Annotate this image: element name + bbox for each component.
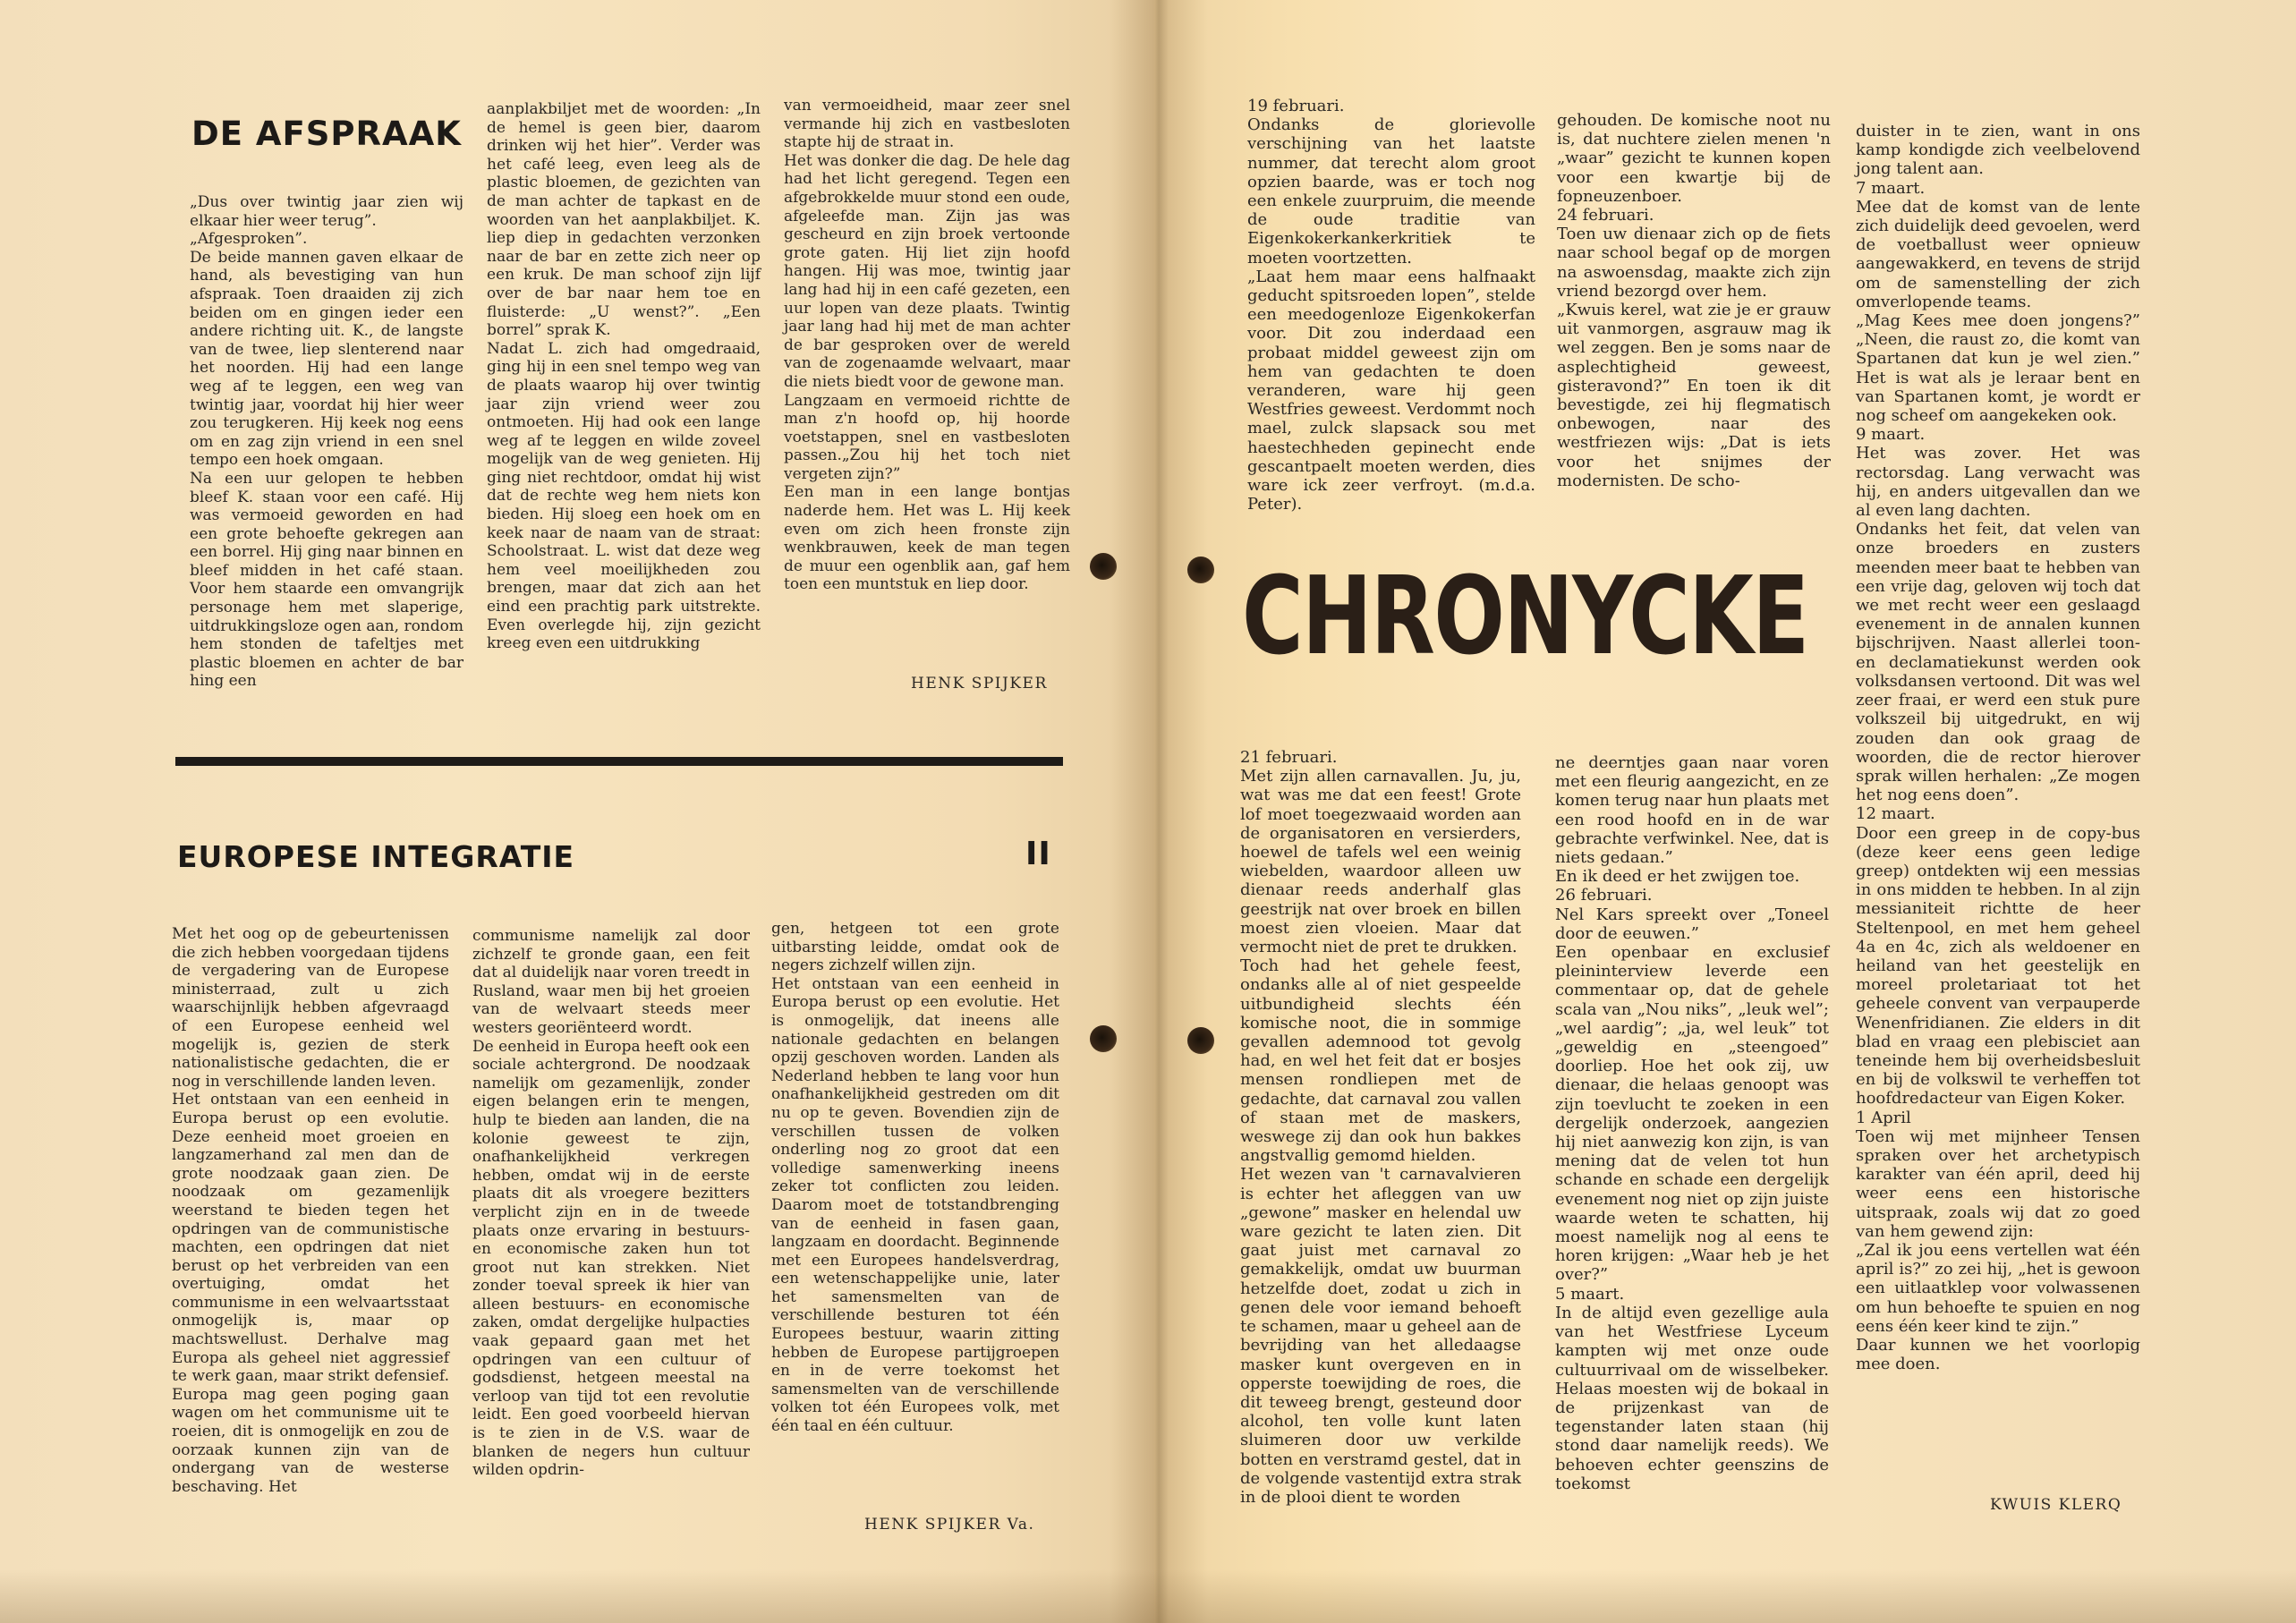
binding-gutter — [1110, 0, 1208, 1623]
binder-hole-left-top — [1090, 553, 1117, 580]
chronycke-bottom-column-2: ne deerntjes gaan naar voren met een fleurig aangezicht, en ze komen terug naar hun plaats met een rood hoofd en in de war gebrachte verfwinkel. Nee, dat is niets gedaan.” En ik deed er het zwijgen toe. 26 februari. Nel Kars spreekt over „Toneel door de eeuwen.” Een openbaar en exclusief pleininterview leverde een commentaar op, dat de gehele scala van „Nou niks”, „leuk wel”; „wel aardig”; „ja, wel leuk” tot „geweldig en „steengoed” doorliep. Hoe het ook zij, uw dienaar, die helaas genoopt was zijn toevlucht te zoeken in een dergelijk onderzoek, aangezien hij niet aanwezig kon zijn, is van mening dat de velen tot hun schande en schade een dergelijk evenement nog niet op zijn juiste waarde weten te schatten, hij moest namelijk nog al eens te horen krijgen: „Waar heb je het over?” 5 maart. In de altijd even gezellige aula van het Westfriese Lyceum kampten wij met onze oude cultuurrivaal om de wisselbeker. Helaas moesten wij de bokaal in de prijzenkast van de tegenstander laten staan (hij stond daar namelijk reeds). We behoeven echter geenszins de toekomst — [1555, 753, 1829, 1493]
binder-hole-left-bottom — [1090, 1025, 1117, 1052]
integratie-part-number: II — [1025, 836, 1051, 872]
afspraak-title: DE AFSPRAAK — [191, 115, 462, 153]
binder-hole-right-bottom — [1187, 1027, 1214, 1054]
section-divider — [175, 757, 1063, 766]
chronycke-bottom-column-1: 21 februari. Met zijn allen carnavallen. Ju, ju, wat was me dat een feest! Grote lof moet toegezwaaid worden aan de organisatoren en versierders, hoewel de tafels wel een weinig wiebelden, waardoor alleen uw dienaar reeds anderhalf glas geestrijk nat over broek en billen moest zien vloeien. Maar dat vermocht niet de pret te drukken. Toch had het gehele feest, ondanks alle al of niet gespeelde uitbundigheid slechts één komische noot, die in sommige gevallen ademnood tot gevolg had, en wel het feit dat er bosjes mensen rondliepen met de gedachte, dat carnaval zou vallen of staan met de maskers, weswege zij dan ook hun bakkes angstvallig gemomd hielden. Het wezen van 't carnavalvieren is echter het afleggen van uw „gewone” masker en helendal uw ware gezicht te laten zien. Dit gaat juist met carnaval zo gemakkelijk, omdat uw buurman hetzelfde doet, zodat u zich in genen dele voor iemand behoeft te schamen, maar u geheel aan de bevrijding van het alledaagse masker kunt overgeven en in opperste toewijding de roes, die dit teweeg brengt, gesteund door alcohol, ten volle kunt laten sluimeren door uw verkilde botten en verstramd gestel, dat in de volgende vastentijd extra strak in de plooi dient te worden — [1240, 748, 1521, 1507]
integratie-signature: HENK SPIJKER Va. — [864, 1516, 1035, 1534]
integratie-column-2: communisme namelijk zal door zichzelf te gronde gaan, een feit dat al duidelijk naar voren treedt in Rusland, waar men bij het groeien van de welvaart steeds meer westers georiënteerd wordt. De eenheid in Europa heeft ook een sociale achtergrond. De noodzaak namelijk om gezamenlijk, zonder eigen belangen erin te mengen, hulp te bieden aan landen, die na kolonie geweest te zijn, onafhankelijkheid verkregen hebben, omdat wij in de eerste plaats dit als vroegere bezitters verplicht zijn en in de tweede plaats onze ervaring in bestuurs- en economische zaken hun tot groot nut kan strekken. Niet zonder toeval spreek ik hier van alleen bestuurs- en economische zaken, omdat dergelijke hulpacties vaak gepaard gaan met het opdringen van een cultuur of godsdienst, hetgeen meestal na verloop van tijd tot een revolutie leidt. Een goed voorbeeld hiervan is te zien in de V.S. waar de blanken de negers hun cultuur wilden opdrin- — [472, 927, 750, 1480]
chronycke-title: CHRONYCKE — [1242, 555, 1808, 679]
binder-hole-right-top — [1187, 557, 1214, 583]
afspraak-column-1: „Dus over twintig jaar zien wij elkaar hier weer terug”. „Afgesproken”. De beide mannen gaven elkaar de hand, als bevestiging van hun afspraak. Toen draaiden zij zich beiden om en gingen ieder een andere richting uit. K., de langste van de twee, liep slenterend naar het noorden. Hij had een lange weg af te leggen, een weg van twintig jaar, voordat hij hier weer zou terugkeren. Hij keek nog eens om en zag zijn vriend in een snel tempo een hoek omgaan. Na een uur gelopen te hebben bleef K. staan voor een café. Hij was vermoeid geworden en had een grote behoefte gekregen aan een borrel. Hij ging naar binnen en bleef midden in het café staan. Voor hem staarde een omvangrijk personage hem met slaperige, uitdrukkingsloze ogen aan, rondom hem stonden de tafeltjes met plastic bloemen en achter de bar hing een — [190, 193, 463, 691]
integratie-title: EUROPESE INTEGRATIE — [177, 839, 575, 874]
afspraak-signature: HENK SPIJKER — [911, 675, 1048, 693]
afspraak-column-2: aanplakbiljet met de woorden: „In de hemel is geen bier, daarom drinken wij het hier”. Verder was het café leeg, even leeg als de plastic bloemen, de gezichten van de man achter de tapkast en de woorden van het aanplakbiljet. K. liep diep in gedachten verzonken naar de bar en zette zich neer op een kruk. De man schoof zijn lijf over de bar naar hem toe en fluisterde: „U wenst?”. „Een borrel” sprak K. Nadat L. zich had omgedraaid, ging hij in een snel tempo weg van de plaats waarop hij over twintig jaar zijn vriend weer zou ontmoeten. Hij had ook een lange weg af te leggen en wilde zoveel mogelijk van de weg genieten. Hij ging niet rechtdoor, omdat hij wist dat de rechte weg hem niets kon bieden. Hij sloeg een hoek om en keek naar de naam van de straat: Schoolstraat. L. wist dat deze weg hem veel moeilijkheden zou brengen, maar dat zich aan het eind een prachtig park uitstrekte. Even overlegde hij, zijn gezicht kreeg even een uitdrukking — [487, 100, 761, 653]
integratie-column-1: Met het oog op de gebeurtenissen die zich hebben voorgedaan tijdens de vergadering van de Europese ministerraad, zult u zich waarschijnlijk hebben afgevraagd of een Europese eenheid wel mogelijk is, gezien de sterk nationalistische gedachten, die er nog in verschillende landen leven. Het ontstaan van een eenheid in Europa berust op een evolutie. Deze eenheid moet groeien en langzamerhand zal men dan de grote noodzaak gaan zien. De noodzaak om gezamenlijk weerstand te bieden tegen het opdringen van de communistische machten, een opdringen dat niet berust op het verbreiden van een overtuiging, omdat het communisme in een welvaartsstaat onmogelijk is, maar op machtswellust. Derhalve mag Europa als geheel niet aggressief te werk gaan, maar strikt defensief. Europa mag geen poging gaan wagen om het communisme uit te roeien, dit is onmogelijk en zou de oorzaak kunnen zijn van de ondergang van de westerse beschaving. Het — [172, 925, 449, 1496]
afspraak-column-3: van vermoeidheid, maar zeer snel vermande hij zich en vastbesloten stapte hij de straat in. Het was donker die dag. De hele dag had het licht geregend. Tegen een afgebrokkelde muur stond een oude, afgeleefde man. Zijn jas was gescheurd en zijn broek vertoonde grote gaten. Hij liet zijn hoofd hangen. Hij was moe, twintig jaar lang had hij in een café gezeten, een uur lopen van deze plaats. Twintig jaar lang had hij met de man achter de bar gesproken over de wereld van de zogenaamde welvaart, maar die niets biedt voor de gewone man. Langzaam en vermoeid richtte de man z'n hoofd op, hij hoorde voetstappen, snel en vastbesloten passen.„Zou hij het toch niet vergeten zijn?” Een man in een lange bontjas naderde hem. Het was L. Hij keek even om zich heen fronste zijn wenkbrauwen, keek de man tegen de muur een ogenblik aan, gaf hem toen een muntstuk en liep door. — [784, 97, 1070, 594]
integratie-column-3: gen, hetgeen tot een grote uitbarsting leidde, omdat ook de negers zichzelf willen zijn. Het ontstaan van een eenheid in Europa berust op een evolutie. Het is onmogelijk, dat ineens alle nationale gedachten en belangen opzij geschoven worden. Landen als Nederland hebben te lang voor hun onafhankelijkheid gestreden om dit nu op te geven. Bovendien zijn de verschillen tussen de volken onderling nog zo groot dat een volledige samenwerking ineens zeker tot conflicten zou leiden. Daarom moet de totstandbrenging van de eenheid in fasen gaan, langzaam en doordacht. Beginnende met een Europees handelsverdrag, een wetenschappelijke unie, later het samensmelten van de verschillende besturen tot één Europees bestuur, waarin zitting hebben de Europese partijgroepen en in de verre toekomst het samensmelten van de verschillende volken tot één Europees volk, met één taal en één cultuur. — [771, 920, 1059, 1436]
page-bottom-shadow — [0, 1569, 2296, 1623]
chronycke-signature: KWUIS KLERQ — [1990, 1496, 2122, 1514]
chronycke-top-column-1: 19 februari. Ondanks de glorievolle verschijning van het laatste nummer, dat terecht alom groot opzien baarde, was er toch nog een enkele zuurpruim, die meende de oude traditie van Eigenkokerkankerkritiek te moeten voortzetten. „Laat hem maar eens halfnaakt geducht spitsroeden lopen”, stelde een meedogenloze Eigenkokerfan voor. Dit zou inderdaad een probaat middel geweest zijn om hem van gedachten te doen veranderen, ware hij geen Westfries geweest. Verdommt noch mael, zulck slapsack sou met haestechheden gepinecht ende gescantpaelt moeten werden, dies ware ick zeer verfroyt. (m.d.a. Peter). — [1247, 97, 1535, 514]
chronycke-top-column-2: gehouden. De komische noot nu is, dat nuchtere zielen menen 'n „waar” gezicht te kunnen kopen voor een kwartje bij de fopneuzenboer. 24 februari. Toen uw dienaar zich op de fiets naar school begaf op de morgen na aswoensdag, maakte zich zijn vriend bezorgd over hem. „Kwuis kerel, wat zie je er grauw uit vanmorgen, asgrauw mag ik wel zeggen. Ben je soms naar de asplechtigheid geweest, gisteravond?” En toen ik dit bevestigde, zei hij flegmatisch onbewogen, naar des westfriezen wijs: „Dat is iets voor het snijmes der modernisten. De scho- — [1557, 111, 1831, 490]
chronycke-right-column: duister in te zien, want in ons kamp kondigde zich veelbelovend jong talent aan. 7 maart. Mee dat de komst van de lente zich duidelijk deed gevoelen, werd de voetballust weer opnieuw aangewakkerd, en tevens de strijd om de samenstelling der zich omverlopende teams. „Mag Kees mee doen jongens?” „Neen, die raust zo, die komt van Spartanen dat kun je wel zien.” Het is wat als je leraar bent en van Spartanen komt, je wordt er nog scheef om aangekeken ook. 9 maart. Het was zover. Het was rectorsdag. Lang verwacht was hij, en anders uitgevallen dan we al even lang dachten. Ondanks het feit, dat velen van onze broeders en zusters meenden meer baat te hebben van een vrije dag, geloven wij toch dat we met recht weer een geslaagd evenement in de annalen kunnen bijschrijven. Naast allerlei toon- en declamatiekunst werden ook volksdansen vertoond. Dit was wel zeer fraai, er werd een stuk pure volkszeil bij uitgedrukt, en wij zouden dan ook graag de woorden, die de rector hierover sprak willen herhalen: „Ze mogen het nog eens doen”. 12 maart. Door een greep in de copy-bus (deze keer eens geen ledige greep) ontdekten wij een messias in ons midden te hebben. In al zijn messianiteit richtte de heer Steltenpool, en met hem geheel 4a en 4c, zich als weldoener en heiland van het geestelijk en moreel proletariaat tot het geheele convent van verpauperde Wenenfridianen. Zie elders in dit blad en vraag een plebisciet aan teneinde hem bij overheidsbesluit en bij de volkswil te verheffen tot hoofdredacteur van Eigen Koker. 1 April Toen wij met mijnheer Tensen spraken over het archetypisch karakter van één april, deed hij weer eens een historische uitspraak, zoals wij dat zo goed van hem gewend zijn: „Zal ik jou eens vertellen wat één april is?” zo zei hij, „het is gewoon een uitlaatklep voor volwassenen om hun behoefte te spuien en nog eens één keer kind te zijn.” Daar kunnen we het voorlopig mee doen. — [1856, 122, 2140, 1374]
